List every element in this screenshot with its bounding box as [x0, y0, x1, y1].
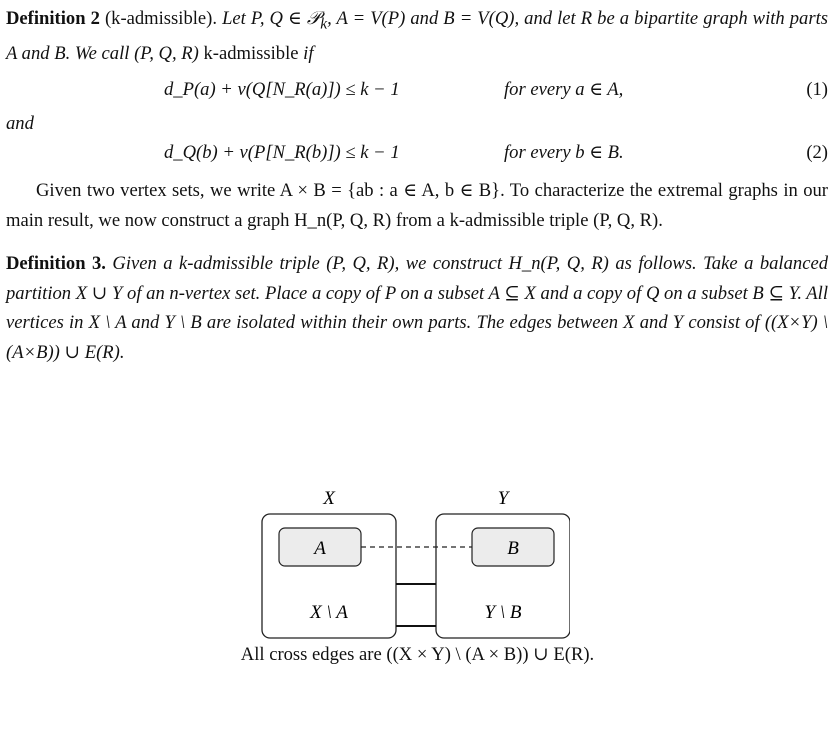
definition-2-body-c: if	[303, 43, 314, 65]
definition-2	[6, 4, 828, 69]
definition-3	[6, 249, 828, 367]
definition-2-head: Definition 2	[6, 8, 100, 29]
definition-2-body-b: , A = V(P) and B = V(Q), and let R be a bipartite graph with parts A and B. We call (P, Q, R)	[6, 8, 828, 65]
equation-1-condition: for every a ∈ A,	[504, 78, 624, 100]
definition-2-subscript: k	[320, 15, 328, 33]
paragraph-given: Given two vertex sets, we write A × B = {ab : a ∈ A, b ∈ B}. To characterize the extremal graphs in our main result, we now construct a graph H_n(P, Q, R) from a k-admissible triple (P, Q, R).	[6, 180, 828, 231]
equation-2-condition: for every b ∈ B.	[504, 142, 624, 164]
equation-2	[6, 132, 828, 172]
bipartite-construction-figure	[250, 484, 570, 654]
figure-caption: All cross edges are ((X × Y) \ (A × B)) ∪ E(R).	[240, 644, 595, 665]
definition-3-body: Given a k-admissible triple (P, Q, R), we construct H_n(P, Q, R) as follows. Take a balanced partition X ∪ Y of an n-vertex set. Place a copy of P on a subset A ⊆ X and a copy of Q on a subset B ⊆ Y. All vertices in X \ A and Y \ B are isolated within their own parts. The edges between X and Y consist of ((X×Y) \ (A×B)) ∪ E(R).	[6, 253, 828, 363]
equation-2-body: d_Q(b) + ν(P[N_R(b)]) ≤ k − 1	[164, 142, 400, 164]
definition-2-body-a: Let P, Q ∈ 𝒫	[222, 8, 321, 29]
paper-page	[6, 4, 828, 367]
label-y-minus-b: Y \ B	[484, 602, 522, 623]
label-b: B	[507, 538, 519, 559]
label-a: A	[314, 538, 326, 559]
and-word: and	[6, 112, 34, 134]
equation-2-number: (2)	[806, 142, 828, 164]
equation-1	[6, 69, 828, 109]
definition-3-head: Definition 3.	[6, 253, 106, 275]
label-x: X	[323, 488, 335, 509]
equation-1-body: d_P(a) + ν(Q[N_R(a)]) ≤ k − 1	[164, 78, 400, 100]
definition-2-term: k-admissible	[203, 43, 299, 65]
equation-1-number: (1)	[806, 78, 828, 100]
label-x-minus-a: X \ A	[310, 602, 348, 623]
definition-2-title: (k-admissible).	[104, 8, 218, 29]
label-y: Y	[497, 488, 509, 509]
